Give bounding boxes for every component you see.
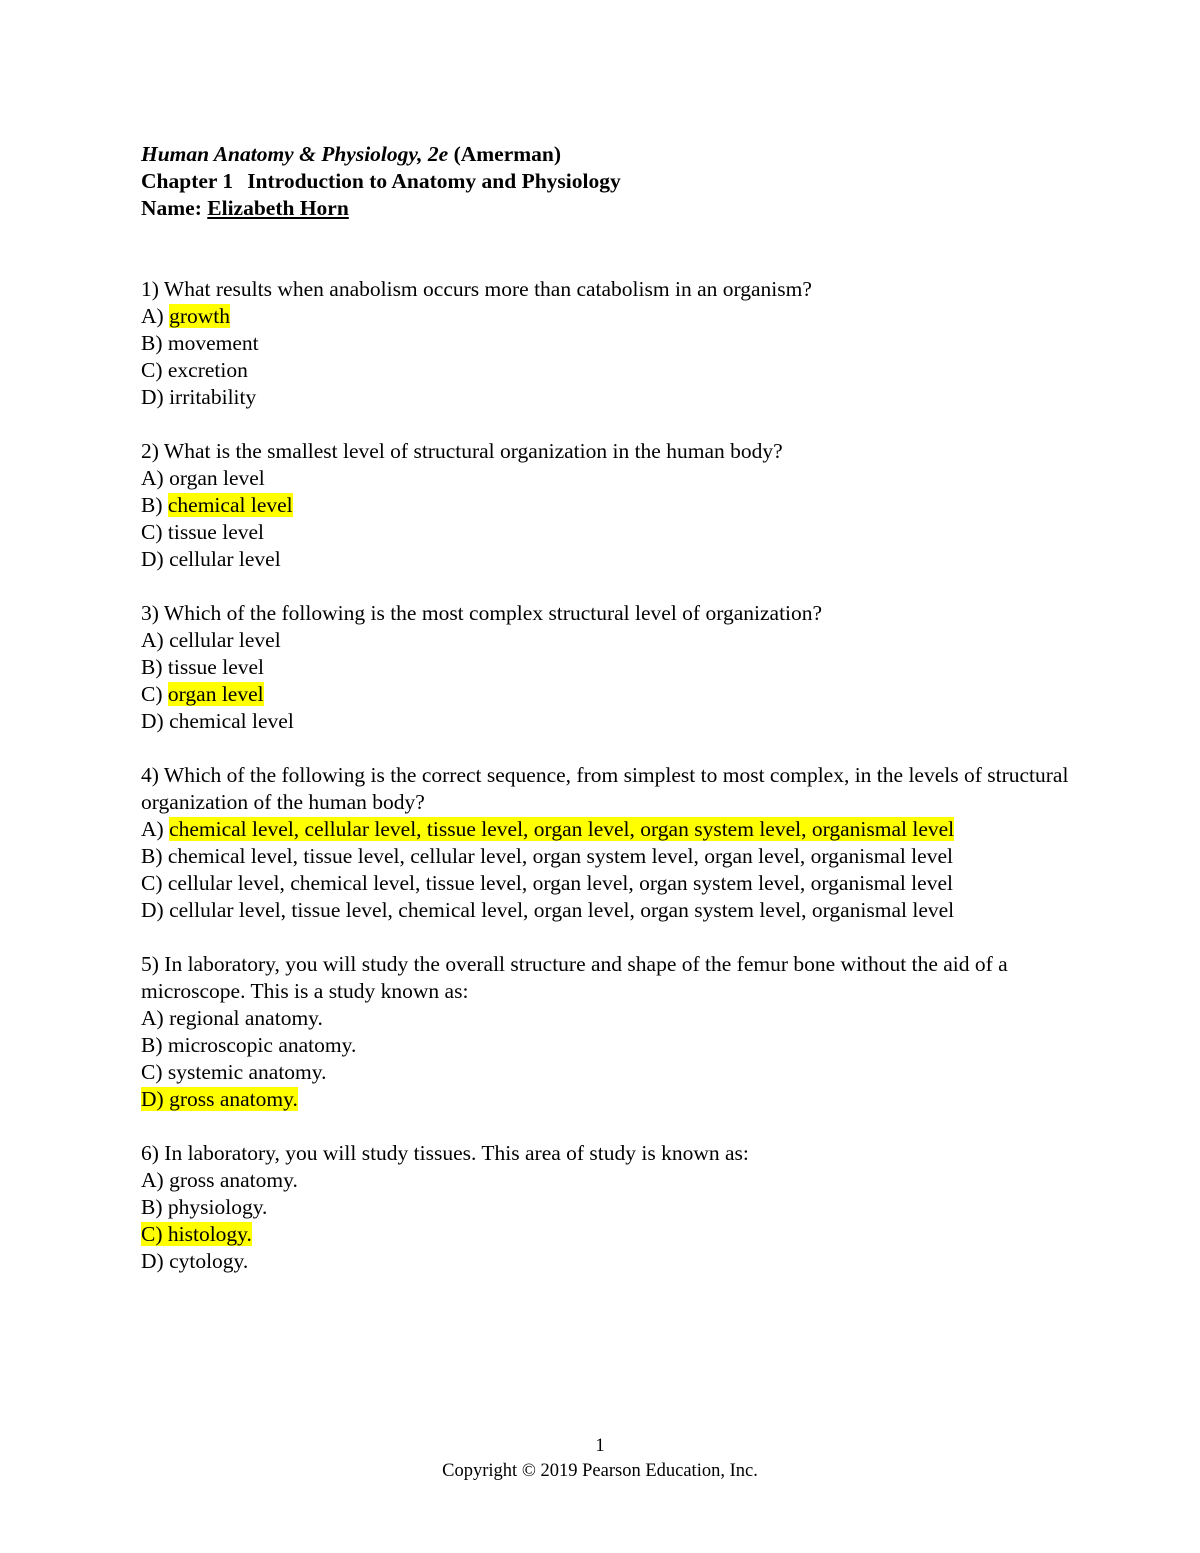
highlighted-answer — [141, 1087, 298, 1111]
option-text: chemical level — [169, 709, 294, 733]
highlighted-answer: growth — [169, 304, 230, 328]
option-letter: D) — [141, 1087, 170, 1111]
option-letter: D) — [141, 709, 170, 733]
option-text: movement — [167, 331, 259, 355]
option-letter: C) — [141, 1222, 168, 1246]
student-name: Elizabeth Horn — [207, 196, 349, 220]
answer-option — [141, 519, 1081, 546]
option-text: cellular level, chemical level, tissue level, organ level, organ system level, organismal level — [167, 871, 953, 895]
option-text: histology. — [167, 1222, 252, 1246]
book-author: (Amerman) — [453, 142, 562, 166]
option-letter: C) — [141, 871, 168, 895]
option-text: regional anatomy. — [169, 1006, 323, 1030]
answer-option — [141, 1032, 1081, 1059]
option-text: cellular level — [169, 547, 281, 571]
question-text: 4) Which of the following is the correct sequence, from simplest to most complex, in the levels of structural organization of the human body? — [141, 763, 1069, 814]
question-text: 6) In laboratory, you will study tissues. This area of study is known as: — [141, 1141, 749, 1165]
option-letter: D) — [141, 1249, 170, 1273]
option-letter: B) — [141, 844, 168, 868]
question-block — [141, 438, 1081, 573]
answer-option — [141, 303, 1081, 330]
answer-option — [141, 708, 1081, 735]
question-block — [141, 1140, 1081, 1275]
option-text: gross anatomy. — [169, 1168, 298, 1192]
chapter-label: Chapter 1 — [141, 169, 234, 193]
option-letter: B) — [141, 331, 168, 355]
chapter-line — [141, 168, 1081, 195]
option-letter: C) — [141, 1060, 168, 1084]
option-text: microscopic anatomy. — [167, 1033, 357, 1057]
option-text: tissue level — [167, 655, 265, 679]
book-title: Human Anatomy & Physiology, 2e — [141, 142, 449, 166]
answer-option — [141, 465, 1081, 492]
option-letter: A) — [141, 1006, 170, 1030]
option-text: systemic anatomy. — [167, 1060, 327, 1084]
answer-option — [141, 1194, 1081, 1221]
highlighted-answer: organ level — [167, 682, 264, 706]
option-letter: B) — [141, 655, 168, 679]
answer-option — [141, 681, 1081, 708]
option-text: chemical level, tissue level, cellular level, organ system level, organ level, organismal level — [167, 844, 953, 868]
option-text: cellular level, tissue level, chemical level, organ level, organ system level, organismal level — [169, 898, 955, 922]
copyright-notice: Copyright © 2019 Pearson Education, Inc. — [442, 1461, 758, 1481]
option-text: irritability — [169, 385, 257, 409]
option-text: gross anatomy. — [169, 1087, 298, 1111]
option-letter: B) — [141, 1195, 168, 1219]
option-letter: B) — [141, 493, 168, 517]
question-block — [141, 951, 1081, 1113]
answer-option — [141, 843, 1081, 870]
answer-option — [141, 1221, 1081, 1248]
option-letter: B) — [141, 1033, 168, 1057]
option-letter: A) — [141, 817, 170, 841]
page-number: 1 — [595, 1436, 605, 1456]
answer-option — [141, 870, 1081, 897]
question-block — [141, 762, 1081, 924]
option-text: excretion — [167, 358, 248, 382]
option-letter: D) — [141, 898, 170, 922]
option-letter: D) — [141, 385, 170, 409]
question-list — [141, 276, 1081, 1275]
option-letter: A) — [141, 304, 170, 328]
option-letter: A) — [141, 628, 170, 652]
question-text: 2) What is the smallest level of structural organization in the human body? — [141, 439, 783, 463]
option-letter: C) — [141, 682, 168, 706]
answer-option — [141, 654, 1081, 681]
option-letter: C) — [141, 520, 168, 544]
answer-option — [141, 330, 1081, 357]
answer-option — [141, 1086, 1081, 1113]
name-label: Name: — [141, 196, 202, 220]
page-content — [141, 141, 1081, 1302]
answer-option — [141, 384, 1081, 411]
name-line — [141, 195, 1081, 222]
option-letter: A) — [141, 466, 170, 490]
answer-option — [141, 897, 1081, 924]
option-text: organ level — [169, 466, 265, 490]
highlighted-answer: chemical level — [167, 493, 293, 517]
question-text: 1) What results when anabolism occurs more than catabolism in an organism? — [141, 277, 812, 301]
option-text: cellular level — [169, 628, 281, 652]
question-text: 5) In laboratory, you will study the overall structure and shape of the femur bone without the aid of a microscope. This is a study known as: — [141, 952, 1008, 1003]
question-block — [141, 276, 1081, 411]
answer-option — [141, 816, 1081, 843]
highlighted-answer — [141, 1222, 252, 1246]
answer-option — [141, 1167, 1081, 1194]
option-text: cytology. — [169, 1249, 249, 1273]
answer-option — [141, 1005, 1081, 1032]
option-text: tissue level — [167, 520, 265, 544]
answer-option — [141, 546, 1081, 573]
option-letter: C) — [141, 358, 168, 382]
answer-option — [141, 357, 1081, 384]
answer-option — [141, 492, 1081, 519]
answer-option — [141, 627, 1081, 654]
book-title-line — [141, 141, 1081, 168]
option-letter: D) — [141, 547, 170, 571]
question-text: 3) Which of the following is the most complex structural level of organization? — [141, 601, 823, 625]
highlighted-answer: chemical level, cellular level, tissue level, organ level, organ system level, organismal level — [169, 817, 955, 841]
answer-option — [141, 1248, 1081, 1275]
answer-option — [141, 1059, 1081, 1086]
chapter-title: Introduction to Anatomy and Physiology — [247, 169, 621, 193]
option-letter: A) — [141, 1168, 170, 1192]
option-text: physiology. — [167, 1195, 268, 1219]
question-block — [141, 600, 1081, 735]
